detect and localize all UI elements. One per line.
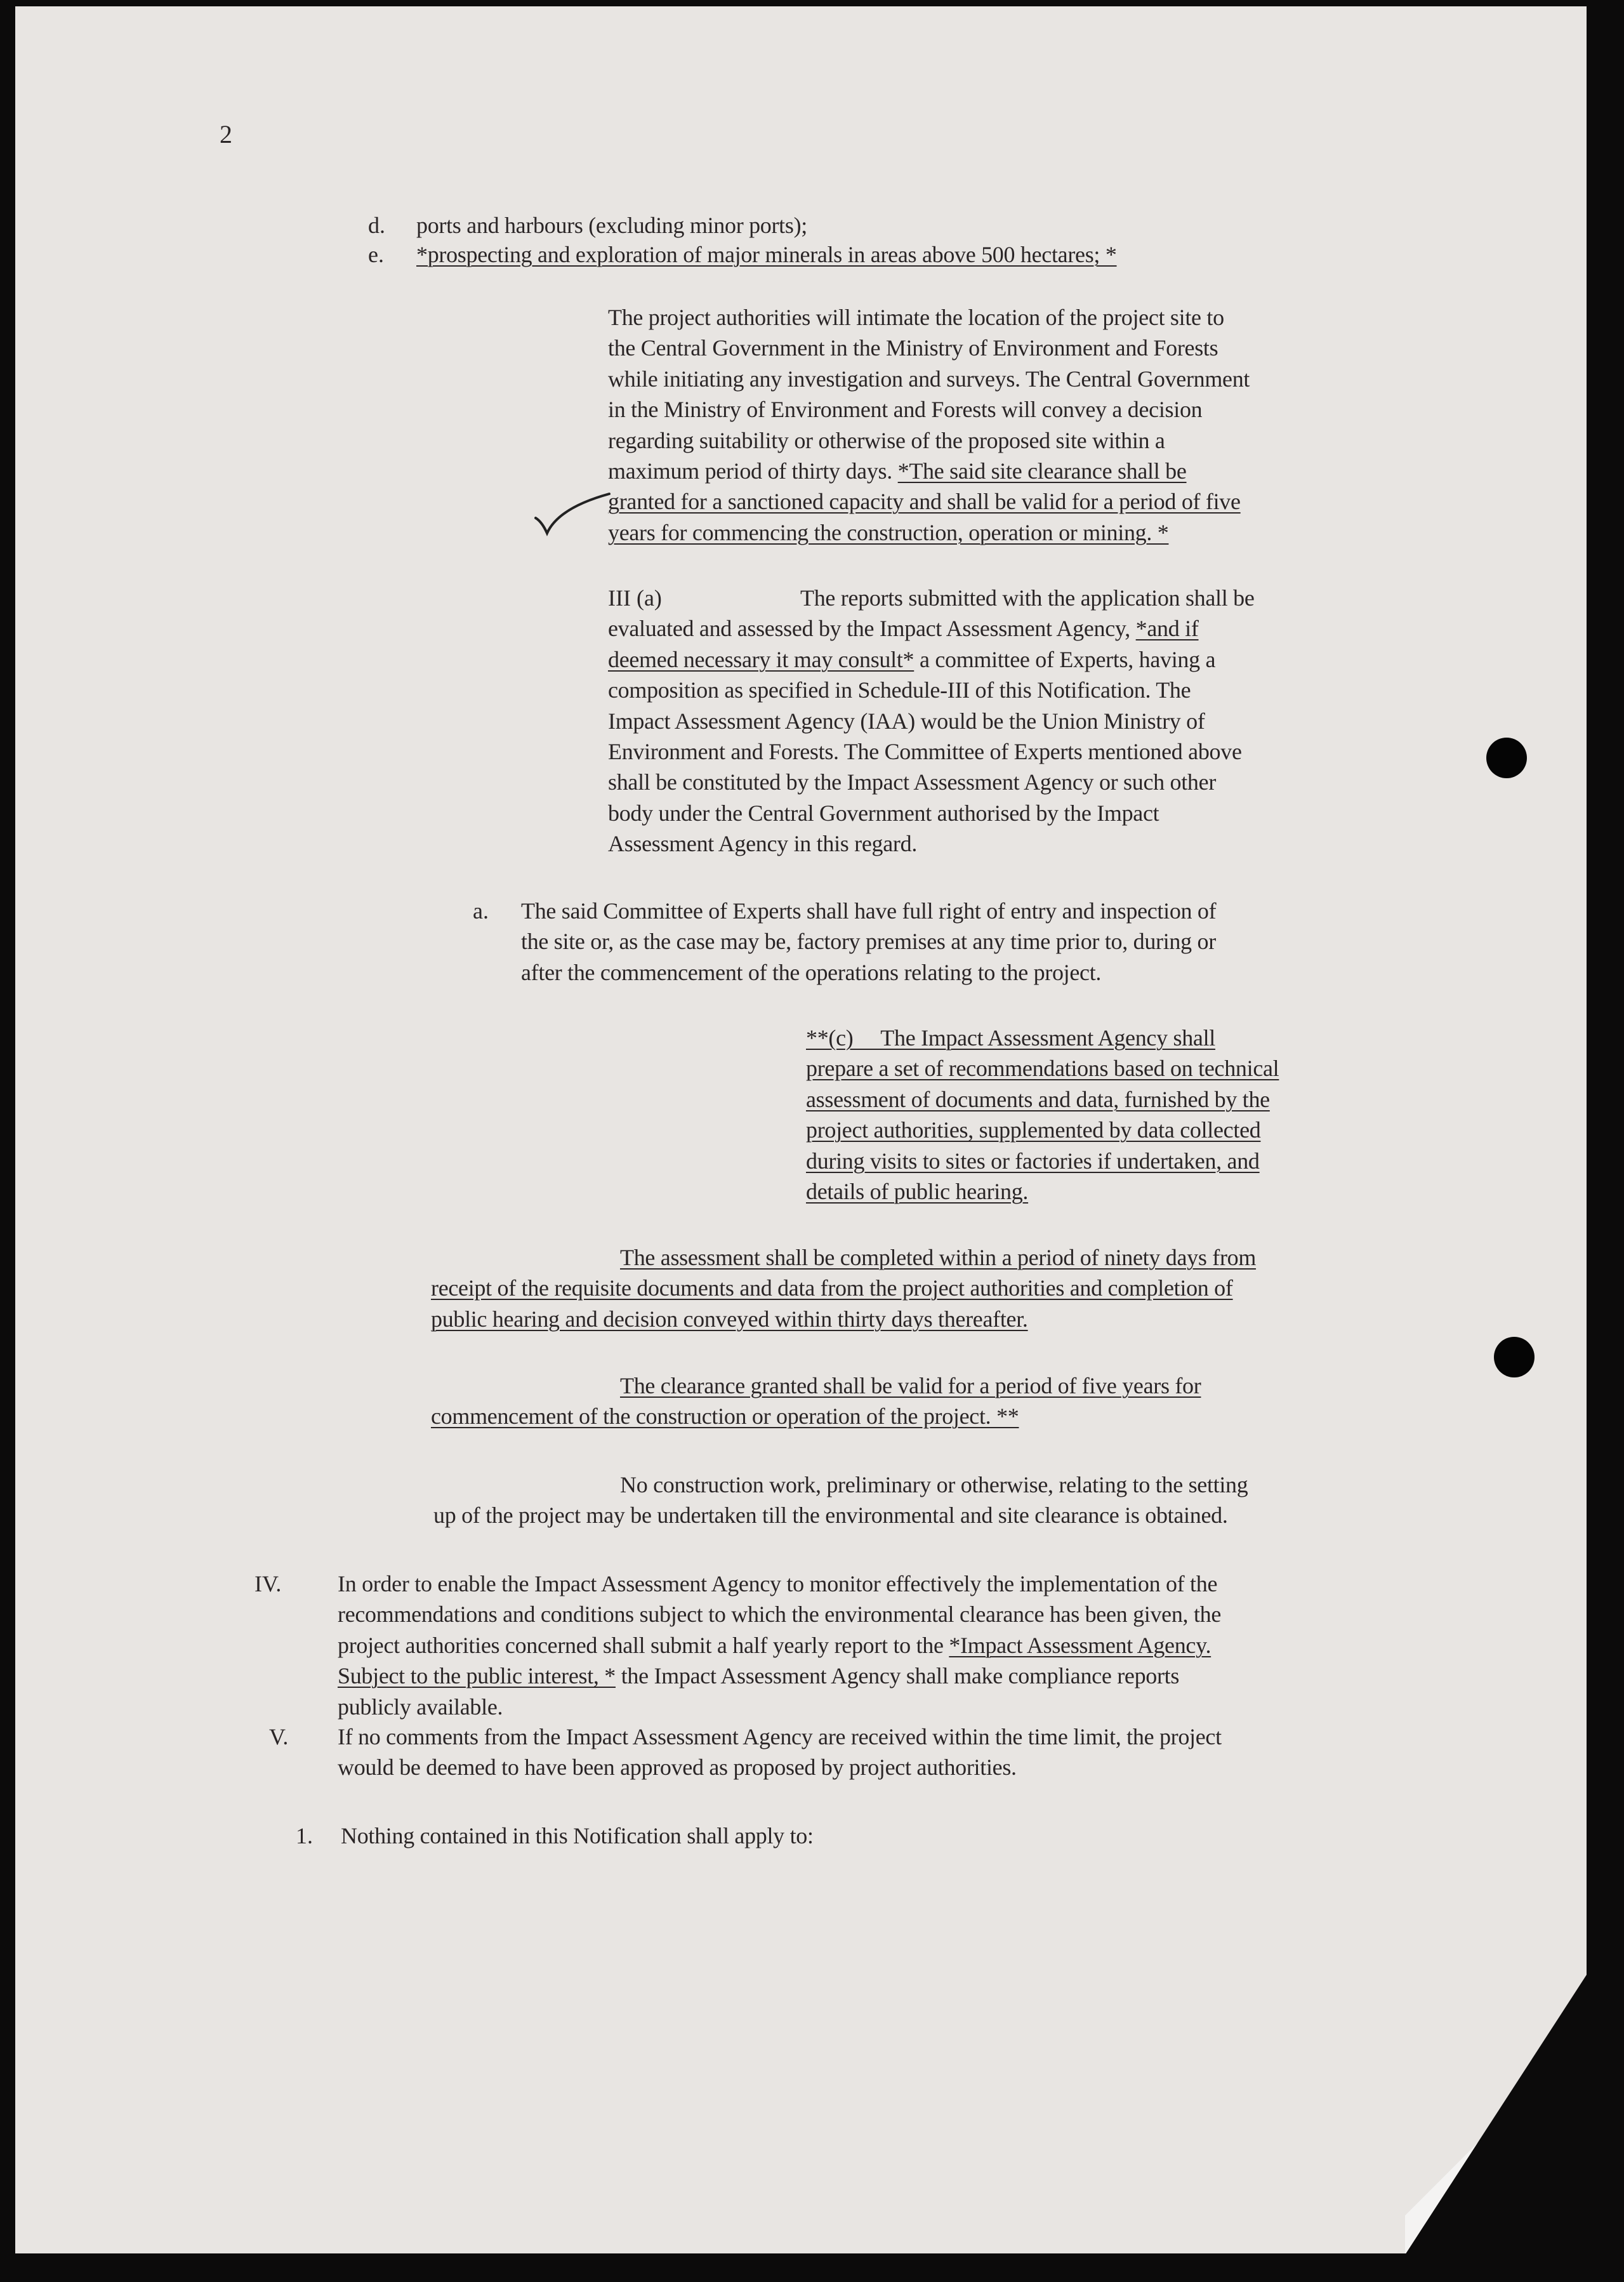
body-text: shall be constituted by the Impact Assessment Agency or such other [608,769,1217,795]
text-line [800,583,1255,613]
body-text: Nothing contained in this Notification shall apply to: [341,1823,814,1848]
text-line [608,828,917,859]
list-marker: 1. [296,1823,313,1848]
text-line [338,1599,1221,1629]
list-marker: e. [368,242,384,267]
underlined-amendment-text: years for commencing the construction, operation or mining. * [608,519,1169,545]
body-text: The project authorities will intimate the location of the project site to [608,305,1224,330]
body-text: maximum period of thirty days. [608,458,898,484]
text-line [521,896,1216,926]
list-marker: d. [368,213,385,238]
text-line [608,333,1218,363]
text-line [338,1692,503,1722]
text-line [620,1242,1256,1273]
underlined-amendment-text: assessment of documents and data, furnished by the [806,1086,1270,1112]
folded-corner [1405,1974,1602,2260]
text-line [806,1146,1260,1176]
text-line [806,1176,1028,1207]
text-line [431,1401,1019,1431]
body-text: publicly available. [338,1694,503,1720]
underlined-amendment-text: **(c) The Impact Assessment Agency shall [806,1025,1215,1051]
body-text: No construction work, preliminary or otherwise, relating to the setting [620,1472,1248,1497]
text-line [620,1469,1248,1500]
list-marker: a. [473,898,489,924]
text-line [608,675,1191,705]
text-line [608,456,1187,486]
underlined-amendment-text: The assessment shall be completed within a period of ninety days from [620,1245,1257,1270]
underlined-amendment-text: public hearing and decision conveyed within thirty days thereafter. [431,1306,1028,1332]
text-line [338,1569,1217,1599]
text-line [416,210,807,241]
underlined-amendment-text: *and if [1135,616,1199,642]
underlined-amendment-text: project authorities, supplemented by data collected [806,1117,1261,1143]
text-line [338,1630,1211,1661]
list-marker: V. [269,1724,289,1749]
underlined-amendment-text: details of public hearing. [806,1179,1029,1204]
text-line [431,1273,1233,1303]
text-line [608,706,1205,736]
text-line [341,1821,814,1851]
text-line [608,613,1199,644]
list-marker: III (a) [608,585,662,611]
body-text: recommendations and conditions subject to which the environmental clearance has been given, the [338,1602,1222,1628]
body-text: after the commencement of the operations relating to the project. [521,959,1102,985]
body-text: Assessment Agency in this regard. [608,831,918,857]
body-text: ports and harbours (excluding minor ports); [416,213,807,238]
underlined-amendment-text: commencement of the construction or operation of the project. ** [431,1403,1019,1430]
punch-hole [1486,738,1527,778]
text-line [608,394,1202,425]
underlined-amendment-text: prepare a set of recommendations based on technical [806,1056,1279,1082]
text-line [608,302,1224,333]
text-line [608,364,1250,394]
body-text: The reports submitted with the application shall be [800,585,1255,611]
text-line [806,1084,1270,1115]
body-text: Environment and Forests. The Committee of Experts mentioned above [608,739,1242,764]
text-line [338,1721,1222,1752]
handwritten-check-mark-icon [533,489,616,540]
body-text: body under the Central Government authorised by the Impact [608,800,1159,826]
text-line [608,486,1241,517]
text-line [806,1053,1279,1084]
underlined-amendment-text: during visits to sites or factories if undertaken, and [806,1148,1260,1174]
body-text: would be deemed to have been approved as proposed by project authorities. [338,1755,1017,1781]
text-line [608,767,1216,797]
text-line [338,1752,1017,1782]
body-text: regarding suitability or otherwise of the proposed site within a [608,427,1165,453]
body-text: in the Ministry of Environment and Forests will convey a decision [608,397,1203,423]
body-text: up of the project may be undertaken till the environmental and site clearance is obtained. [433,1503,1228,1529]
underlined-amendment-text: deemed necessary it may consult* [608,646,914,672]
body-text: Impact Assessment Agency (IAA) would be the Union Ministry of [608,708,1205,734]
underlined-amendment-text: *prospecting and exploration of major minerals in areas above 500 hectares; * [416,242,1117,267]
text-line [806,1115,1260,1145]
body-text: If no comments from the Impact Assessment Agency are received within the time limit, the project [338,1724,1222,1749]
underlined-amendment-text: *The said site clearance shall be [897,458,1187,484]
text-line [521,926,1216,957]
body-text: the Impact Assessment Agency shall make compliance reports [616,1663,1180,1689]
text-line [608,425,1165,456]
text-line [521,957,1101,988]
body-text: In order to enable the Impact Assessment Agency to monitor effectively the implementation of the [338,1571,1218,1596]
text-line [620,1370,1201,1401]
body-text: the Central Government in the Ministry of Environment and Forests [608,335,1218,361]
text-line [608,736,1242,767]
body-text: a committee of Experts, having a [914,646,1216,672]
text-line [608,798,1159,828]
body-text: while initiating any investigation and surveys. The Central Government [608,366,1250,392]
body-text: the site or, as the case may be, factory premises at any time prior to, during or [521,929,1216,955]
text-line [416,239,1117,270]
punch-hole [1494,1337,1535,1377]
list-marker: IV. [254,1571,282,1596]
underlined-amendment-text: receipt of the requisite documents and data from the project authorities and completion of [431,1275,1233,1301]
text-line [608,517,1168,548]
underlined-amendment-text: granted for a sanctioned capacity and shall be valid for a period of five [608,489,1241,515]
body-text: The said Committee of Experts shall have full right of entry and inspection of [521,898,1217,924]
body-text: composition as specified in Schedule-III of this Notification. The [608,677,1191,703]
underlined-amendment-text: Subject to the public interest, * [338,1663,616,1689]
text-line [338,1661,1179,1691]
underlined-amendment-text: *Impact Assessment Agency. [949,1632,1211,1658]
text-line [608,644,1215,675]
underlined-amendment-text: The clearance granted shall be valid for a period of five years for [620,1373,1201,1398]
page-number: 2 [220,120,232,149]
text-line [806,1023,1215,1053]
body-text: evaluated and assessed by the Impact Assessment Agency, [608,616,1136,642]
body-text: project authorities concerned shall submit a half yearly report to the [338,1632,949,1658]
text-line [433,1500,1228,1530]
text-line [431,1304,1028,1334]
